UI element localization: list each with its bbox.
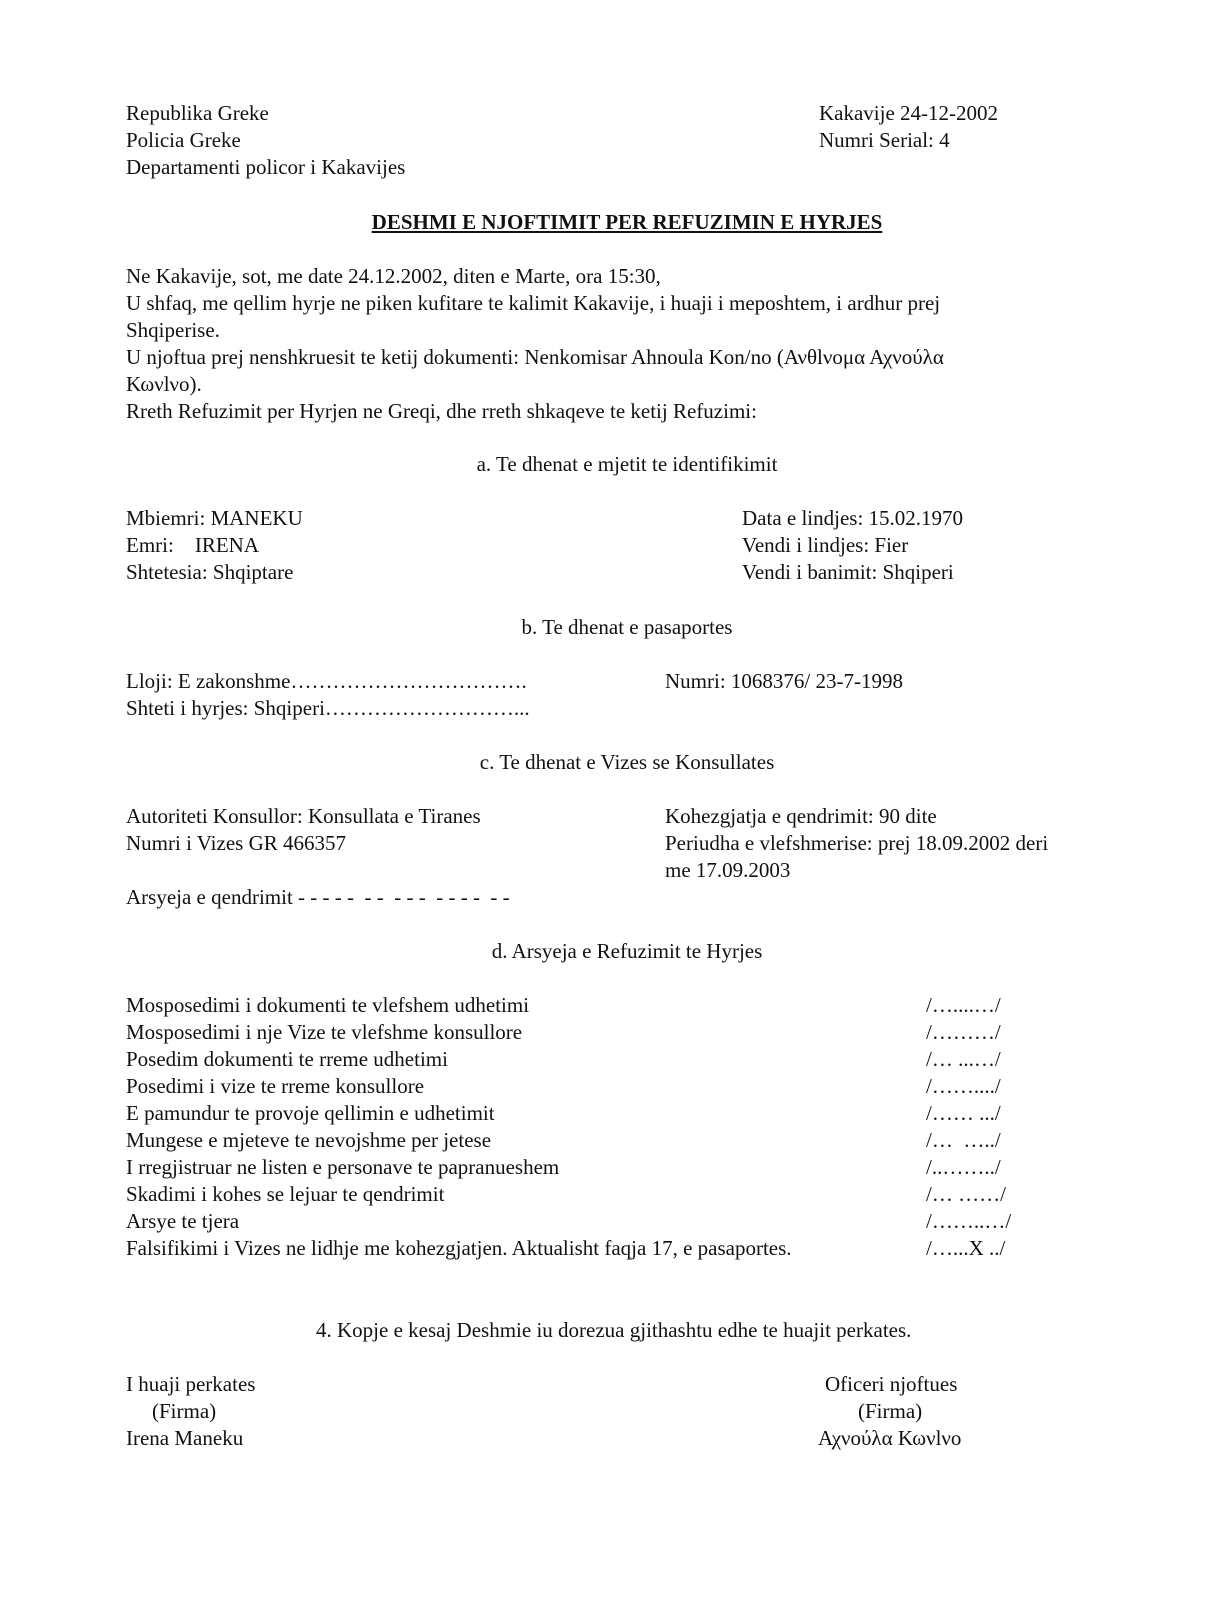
refusal-reason-mark: /…....…/ (926, 993, 1001, 1017)
refusal-reason-mark: /… ……/ (926, 1182, 1006, 1206)
refusal-reason-mark: /… ...…/ (926, 1047, 1001, 1071)
validity-period-field-cont: me 17.09.2003 (665, 858, 791, 882)
section-a-heading: a. Te dhenat e mjetit te identifikimit (476, 452, 778, 476)
header-left-line-3: Departamenti policor i Kakavijes (126, 155, 406, 179)
entry-country-field: Shteti i hyrjes: Shqiperi………………………... (126, 696, 530, 720)
consular-authority-field: Autoriteti Konsullor: Konsullata e Tiranes (126, 804, 481, 828)
signature-right-role: Oficeri njoftues (825, 1372, 958, 1396)
intro-line-3: Shqiperise. (126, 318, 220, 342)
refusal-reason-mark: /…… .../ (926, 1101, 1001, 1125)
validity-period-field: Periudha e vlefshmerise: prej 18.09.2002 deri (665, 831, 1049, 855)
section-b-heading: b. Te dhenat e pasaportes (521, 615, 733, 639)
name-field: Emri: IRENA (126, 533, 259, 557)
refusal-reason-label: Falsifikimi i Vizes ne lidhje me kohezgjatjen. Aktualisht faqja 17, e pasaportes. (126, 1236, 792, 1260)
intro-line-1: Ne Kakavije, sot, me date 24.12.2002, diten e Marte, ora 15:30, (126, 264, 661, 288)
signature-left-firma: (Firma) (152, 1399, 217, 1423)
birth-date-field: Data e lindjes: 15.02.1970 (742, 506, 964, 530)
refusal-reason-mark: /……..../ (926, 1074, 1001, 1098)
intro-line-2: U shfaq, me qellim hyrje ne piken kufitare te kalimit Kakavije, i huaji i meposhtem, i ardhur prej (126, 291, 941, 315)
passport-type-field: Lloji: E zakonshme……………………………. (126, 669, 527, 693)
refusal-reason-mark: /………/ (926, 1020, 1001, 1044)
refusal-reason-mark: /..……../ (926, 1155, 1001, 1179)
stay-reason-field: Arsyeja e qendrimit - - - - - - - - - - - - - - - - (126, 885, 510, 909)
signature-right-name: Αχνούλα Κωνlνο (818, 1426, 962, 1450)
refusal-reason-mark-selected: /…...X ../ (926, 1236, 1006, 1260)
refusal-reason-label: Posedimi i vize te rreme konsullore (126, 1074, 425, 1098)
header-right-line-2: Numri Serial: 4 (819, 128, 950, 152)
signature-left-name: Irena Maneku (126, 1426, 244, 1450)
refusal-reason-label: Posedim dokumenti te rreme udhetimi (126, 1047, 448, 1071)
header-right-line-1: Kakavije 24-12-2002 (819, 101, 999, 125)
header-left-line-2: Policia Greke (126, 128, 241, 152)
stay-duration-field: Kohezgjatja e qendrimit: 90 dite (665, 804, 937, 828)
refusal-reason-label: Mosposedimi i nje Vize te vlefshme konsullore (126, 1020, 523, 1044)
visa-number-field: Numri i Vizes GR 466357 (126, 831, 347, 855)
header-left-line-1: Republika Greke (126, 101, 269, 125)
refusal-reason-label: I rregjistruar ne listen e personave te papranueshem (126, 1155, 560, 1179)
intro-line-5: Κωνlνο). (126, 372, 202, 396)
copy-note: 4. Kopje e kesaj Deshmie iu dorezua gjithashtu edhe te huajit perkates. (316, 1318, 912, 1342)
signature-right-firma: (Firma) (858, 1399, 923, 1423)
refusal-reason-mark: /… …../ (926, 1128, 1001, 1152)
intro-line-4: U njoftua prej nenshkruesit te ketij dokumenti: Nenkomisar Ahnoula Kon/no (Ανθlνομα Αχνούλα (126, 345, 944, 369)
document-title: DESHMI E NJOFTIMIT PER REFUZIMIN E HYRJES (371, 210, 883, 234)
residence-field: Vendi i banimit: Shqiperi (742, 560, 954, 584)
refusal-reason-label: E pamundur te provoje qellimin e udhetimit (126, 1101, 495, 1125)
refusal-reason-label: Mosposedimi i dokumenti te vlefshem udhetimi (126, 993, 530, 1017)
signature-left-role: I huaji perkates (126, 1372, 256, 1396)
intro-line-6: Rreth Refuzimit per Hyrjen ne Greqi, dhe rreth shkaqeve te ketij Refuzimi: (126, 399, 757, 423)
citizenship-field: Shtetesia: Shqiptare (126, 560, 294, 584)
section-c-heading: c. Te dhenat e Vizes se Konsullates (479, 750, 775, 774)
section-d-heading: d. Arsyeja e Refuzimit te Hyrjes (491, 939, 763, 963)
birth-place-field: Vendi i lindjes: Fier (742, 533, 909, 557)
passport-number-field: Numri: 1068376/ 23-7-1998 (665, 669, 903, 693)
refusal-reason-label: Skadimi i kohes se lejuar te qendrimit (126, 1182, 445, 1206)
refusal-reason-label: Arsye te tjera (126, 1209, 240, 1233)
refusal-reason-mark: /……..…/ (926, 1209, 1012, 1233)
surname-field: Mbiemri: MANEKU (126, 506, 303, 530)
refusal-reason-label: Mungese e mjeteve te nevojshme per jetese (126, 1128, 492, 1152)
